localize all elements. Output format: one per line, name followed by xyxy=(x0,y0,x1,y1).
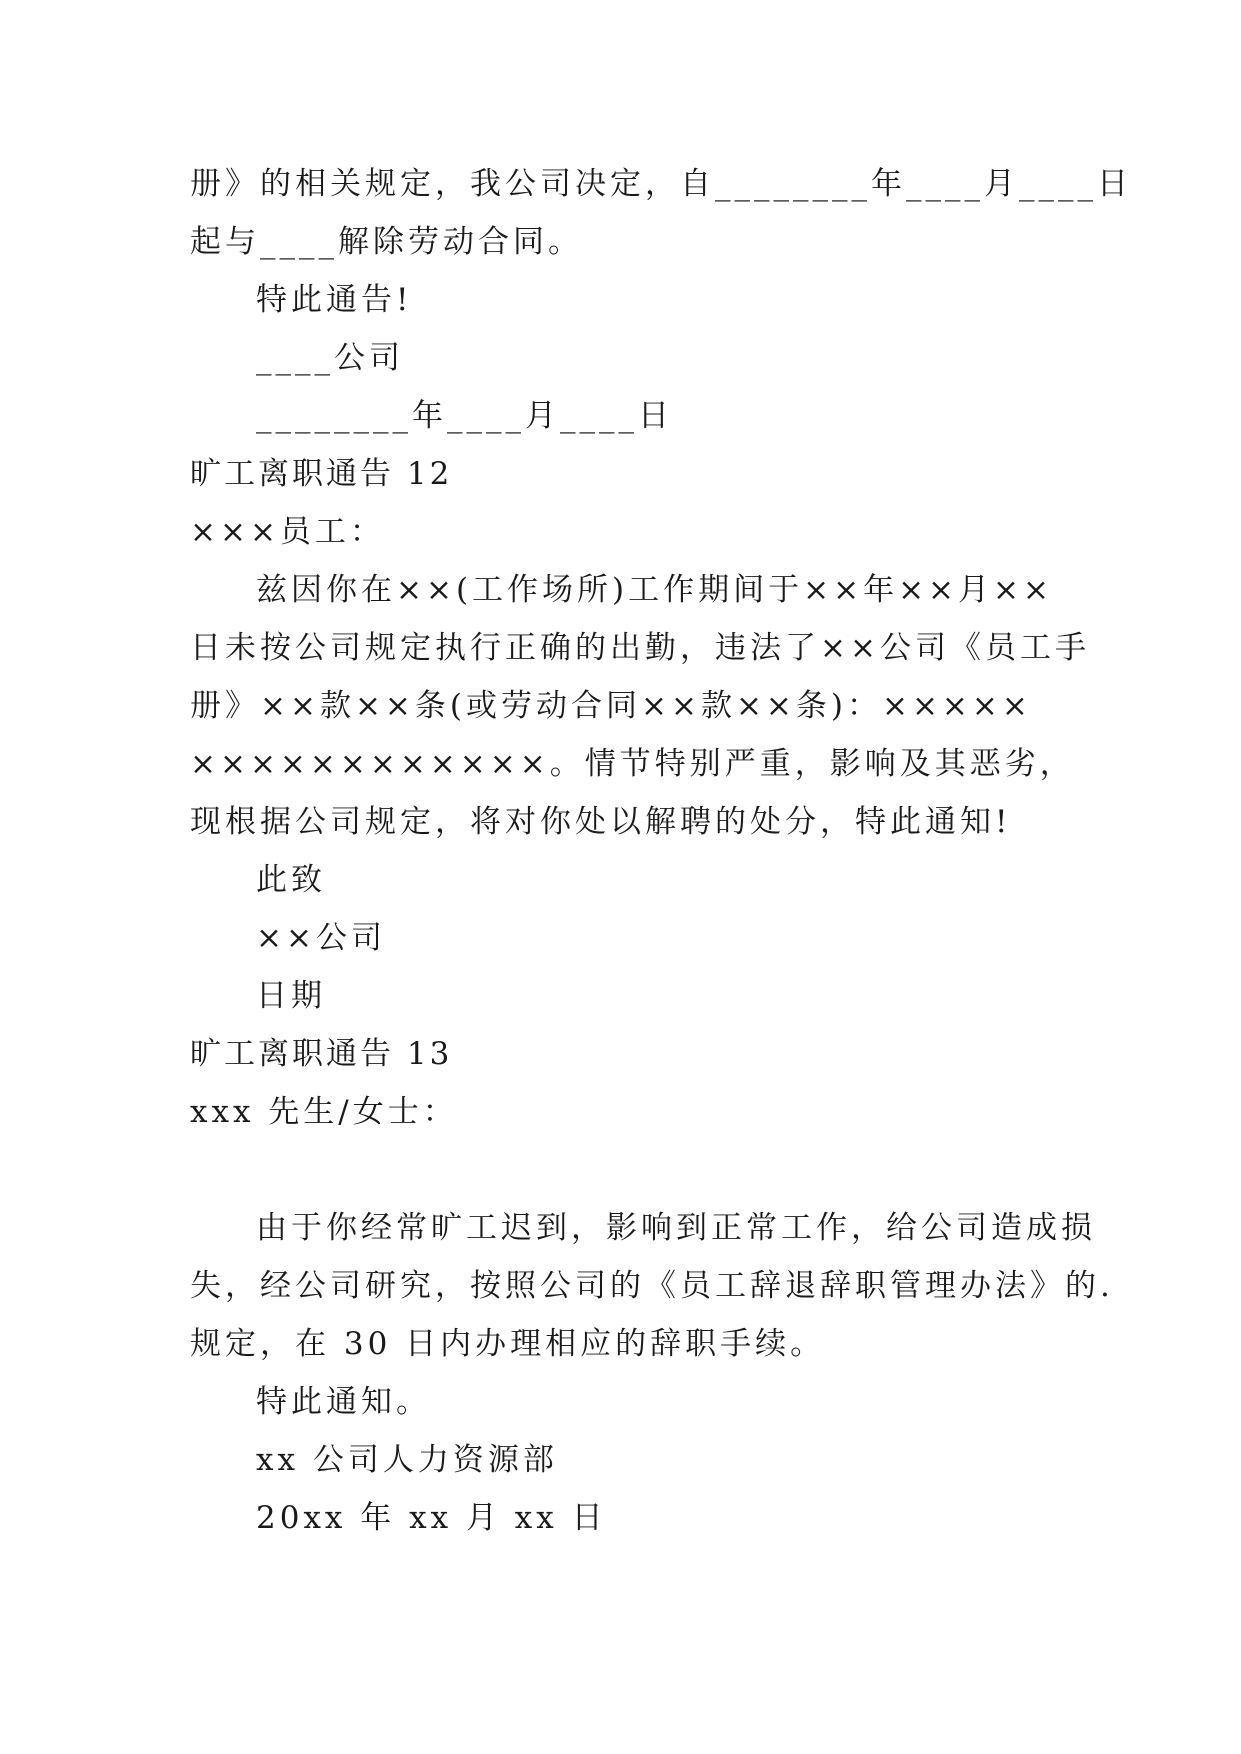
section-heading: 旷工离职通告 12 xyxy=(190,456,453,492)
signature-date: 日期 xyxy=(256,978,326,1014)
signature-company: xx 公司人力资源部 xyxy=(256,1442,558,1478)
closing-line: 特此通知。 xyxy=(256,1384,431,1420)
closing-line: 特此通告! xyxy=(256,282,413,318)
body-text-line: 册》的相关规定，我公司决定，自________年____月____日 xyxy=(190,166,1132,202)
closing-line: 此致 xyxy=(256,862,326,898)
body-text-line: 规定，在 30 日内办理相应的辞职手续。 xyxy=(190,1326,826,1362)
body-text-line: ××××××××××××。情节特别严重，影响及其恶劣， xyxy=(190,746,1075,782)
body-text-line: 册》××款××条(或劳动合同××款××条)：××××× xyxy=(190,688,1032,724)
signature-company: ____公司 xyxy=(256,340,404,376)
body-text-line: 失，经公司研究，按照公司的《员工辞退辞职管理办法》的. xyxy=(190,1268,1114,1304)
body-text-line: 兹因你在××(工作场所)工作期间于××年××月×× xyxy=(256,572,1053,608)
signature-date: ________年____月____日 xyxy=(256,398,673,434)
body-text-line: 现根据公司规定，将对你处以解聘的处分，特此通知! xyxy=(190,804,1012,840)
signature-date: 20xx 年 xx 月 xx 日 xyxy=(256,1500,607,1536)
salutation: ×××员工： xyxy=(190,514,385,550)
section-heading: 旷工离职通告 13 xyxy=(190,1036,453,1072)
salutation: xxx 先生/女士： xyxy=(190,1094,458,1130)
body-text-line: 起与____解除劳动合同。 xyxy=(190,224,583,260)
body-text-line: 由于你经常旷工迟到，影响到正常工作，给公司造成损 xyxy=(256,1210,1096,1246)
signature-company: ××公司 xyxy=(256,920,386,956)
body-text-line: 日未按公司规定执行正确的出勤，违法了××公司《员工手 xyxy=(190,630,1090,666)
